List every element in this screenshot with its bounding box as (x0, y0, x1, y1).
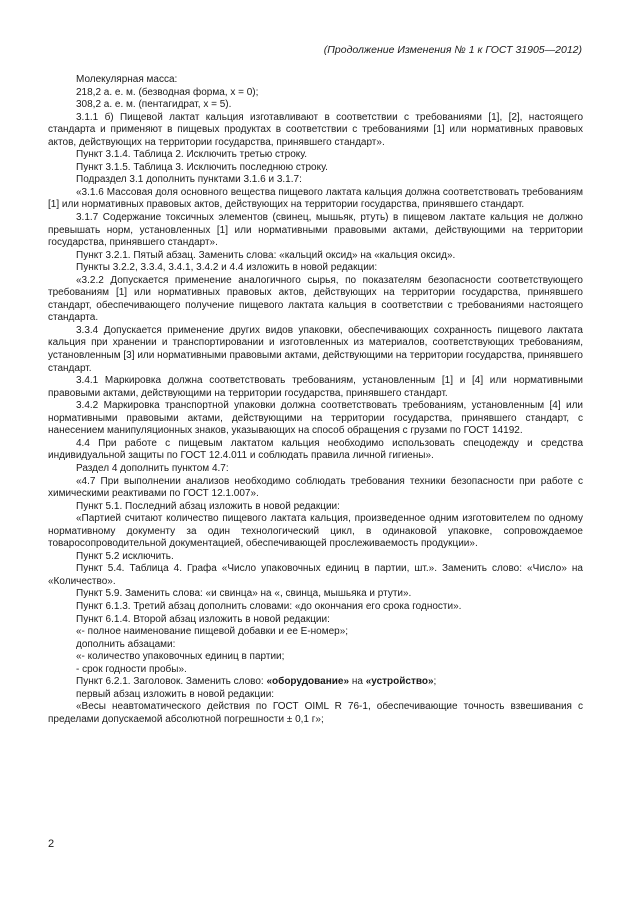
paragraph: 3.4.2 Маркировка транспортной упаковки должна соответствовать требованиям, установленным [4] или нормативными правовыми актами, действующими на территории государства, принявшего стандарт, с нанесением манипуляционных знаков, указывающих на способ обращения с грузами по ГОСТ 14192. (48, 400, 583, 437)
paragraph: «3.1.6 Массовая доля основного вещества пищевого лактата кальция должна соответствовать требованиям [1] или нормативных правовых актов, действующих на территории государства, принявшего стандарт. (48, 186, 583, 211)
paragraph-621-end: ; (433, 676, 437, 688)
page-number: 2 (48, 838, 55, 850)
paragraph-621-connector: на (349, 676, 366, 688)
document-body (48, 74, 583, 726)
paragraph: Подраздел 3.1 дополнить пунктами 3.1.6 и 3.1.7: (76, 174, 302, 186)
running-header: (Продолжение Изменения № 1 к ГОСТ 31905—2012) (323, 44, 582, 56)
paragraph: Пункты 3.2.2, 3.3.4, 3.4.1, 3.4.2 и 4.4 изложить в новой редакции: (76, 262, 378, 274)
paragraph: Пункт 3.1.5. Таблица 3. Исключить последнюю строку. (76, 161, 328, 173)
paragraph: «4.7 При выполнении анализов необходимо соблюдать требования техники безопасности при работе с химическими реактивами по ГОСТ 12.1.007». (48, 475, 583, 500)
paragraph: «Партией считают количество пищевого лактата кальция, произведенное одним изготовителем по одному нормативному документу за один технологический цикл, в одинаковой упаковке, сопровождаемое товаросопроводительной документацией, обеспечивающей прослеживаемость продукции». (48, 513, 583, 550)
paragraph: - срок годности пробы». (76, 663, 187, 675)
paragraph: 3.1.7 Содержание токсичных элементов (свинец, мышьяк, ртуть) в пищевом лактате кальция не должно превышать норм, установленных [1] или нормативными правовыми актами, действующими на территории государства, принявшего стандарт». (48, 212, 583, 249)
paragraph: Пункт 6.1.4. Второй абзац изложить в новой редакции: (76, 613, 330, 625)
bold-term-equipment: «оборудование» (266, 676, 350, 688)
paragraph: 3.4.1 Маркировка должна соответствовать требованиям, установленным [1] и [4] или нормативными правовыми актами, действующими на территории государства, принявшего стандарт. (48, 375, 583, 399)
bold-term-device: «устройство» (365, 676, 434, 688)
paragraph: Пункт 5.9. Заменить слова: «и свинца» на «, свинца, мышьяка и ртути». (76, 588, 412, 600)
paragraph: Пункт 3.1.4. Таблица 2. Исключить третью строку. (76, 149, 308, 161)
paragraph: 308,2 а. е. м. (пентагидрат, x = 5). (76, 99, 232, 111)
paragraph: 3.1.1 б) Пищевой лактат кальция изготавливают в соответствии с требованиями [1], [2], настоящего стандарта и применяют в пищевых продуктах в соответствии с требованиями [1] или нормативных правовых актов, действующих на территории государства, принявшего стандарт». (48, 111, 583, 148)
paragraph: Пункт 5.2 исключить. (76, 550, 174, 562)
paragraph: Раздел 4 дополнить пунктом 4.7: (76, 462, 229, 474)
paragraph: 218,2 а. е. м. (безводная форма, x = 0); (76, 86, 259, 98)
paragraph: Пункт 5.1. Последний абзац изложить в новой редакции: (76, 500, 340, 512)
paragraph: Пункт 5.4. Таблица 4. Графа «Число упаковочных единиц в партии, шт.». Заменить слово: «Число» на «Количество». (48, 563, 583, 587)
paragraph: Пункт 6.1.3. Третий абзац дополнить словами: «до окончания его срока годности». (76, 600, 462, 612)
paragraph-621 (48, 676, 583, 689)
paragraph: «- полное наименование пищевой добавки и ее Е-номер»; (76, 626, 349, 638)
paragraph: «Весы неавтоматического действия по ГОСТ OIML R 76-1, обеспечивающие точность взвешивания с пределами допускаемой абсолютной погрешности ± 0,1 г»; (48, 701, 583, 725)
paragraph: первый абзац изложить в новой редакции: (76, 688, 275, 700)
paragraph: 4.4 При работе с пищевым лактатом кальция необходимо использовать спецодежду и средства индивидуальной защиты по ГОСТ 12.4.011 и соблюдать правила личной гигиены». (48, 437, 583, 462)
paragraph-621-text: Пункт 6.2.1. Заголовок. Заменить слово: (76, 676, 267, 688)
paragraph: 3.3.4 Допускается применение других видов упаковки, обеспечивающих сохранность пищевого лактата кальция при хранении и транспортировании и изготовленных из материалов, соответствующих требованиям, установленным [3] или нормативными правовыми актами, действующими на территории государства, принявшего стандарт. (48, 324, 583, 374)
paragraph: Молекулярная масса: (76, 74, 178, 85)
paragraph: «3.2.2 Допускается применение аналогичного сырья, по показателям безопасности соответствующего требованиям [1] или нормативных правовых актов, действующих на территории государства, принявшего стандарт, обеспечивающего получение пищевого лактата кальция в соответствии с требованиями настоящего стандарта. (48, 274, 583, 324)
paragraph: дополнить абзацами: (76, 638, 176, 650)
paragraph: «- количество упаковочных единиц в партии; (76, 651, 285, 663)
paragraph: Пункт 3.2.1. Пятый абзац. Заменить слова: «кальций оксид» на «кальция оксид». (76, 249, 456, 261)
